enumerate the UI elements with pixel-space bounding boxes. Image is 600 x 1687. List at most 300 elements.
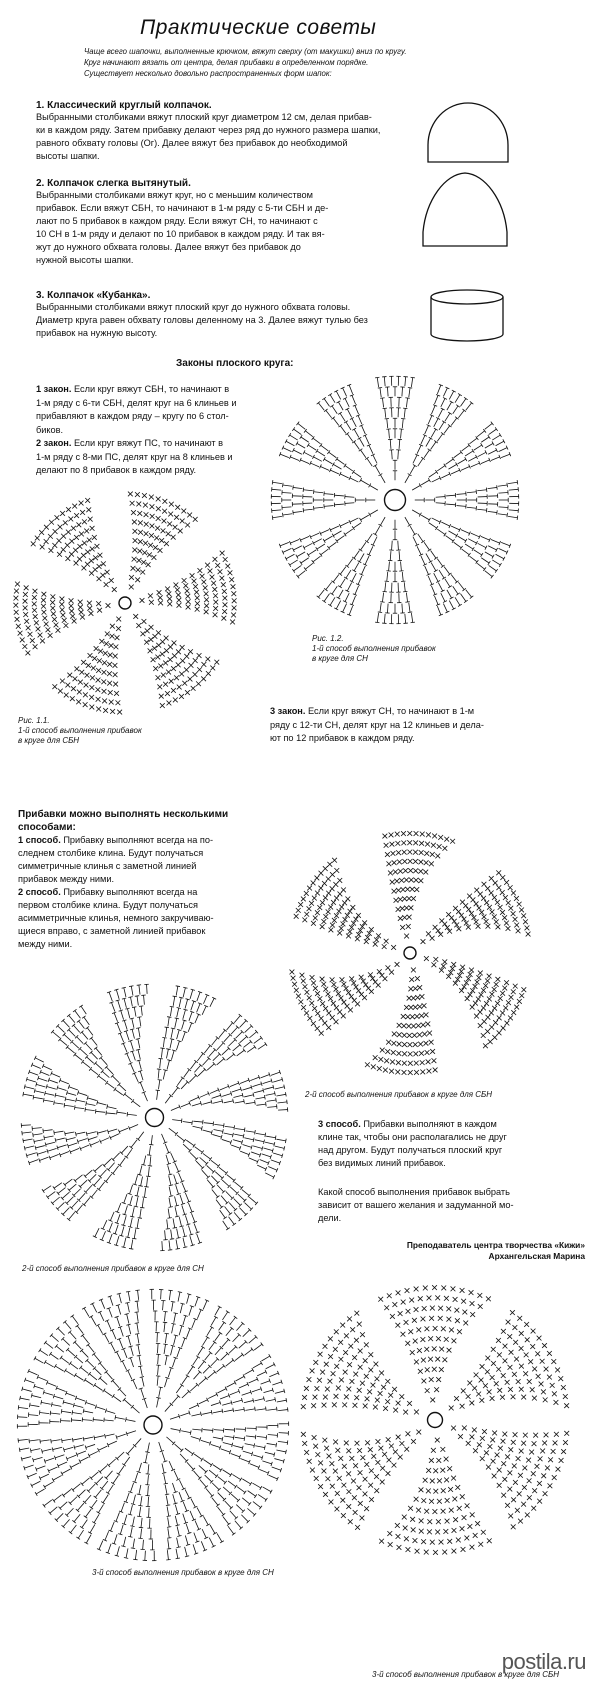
stitch-mark: [290, 457, 299, 461]
stitch-mark: [109, 1223, 113, 1232]
stitch-mark: [137, 996, 138, 1005]
stitch-mark: [23, 1092, 24, 1096]
stitch-mark: [283, 548, 292, 552]
form-text: [36, 301, 406, 340]
stitch-mark: [95, 1228, 99, 1237]
stitch-mark: [193, 1544, 196, 1553]
stitch-mark: [183, 1247, 187, 1248]
stitch-mark: [34, 1140, 43, 1142]
stitch-mark: [257, 1372, 266, 1376]
stitch-mark: [51, 1439, 52, 1443]
stitch-mark: [218, 1493, 225, 1500]
stitch-mark: [324, 494, 333, 495]
stitch-mark: [336, 391, 340, 399]
stitch-mark: [43, 1504, 46, 1508]
stitch-mark: [63, 1020, 70, 1027]
stitch-mark: [207, 1064, 214, 1070]
stitch-mark: [273, 1153, 282, 1156]
stitch-mark: [80, 1145, 89, 1149]
stitch-mark: [367, 534, 372, 542]
stitch-mark: [436, 503, 445, 504]
stitch-mark: [148, 1464, 149, 1474]
stitch-mark: [18, 1407, 28, 1408]
stitch-mark: [159, 1442, 162, 1451]
stitch-mark: [271, 1160, 280, 1163]
stitch-mark: [138, 1028, 140, 1037]
stitch-mark: [107, 1321, 111, 1330]
stitch-mark: [222, 1312, 227, 1320]
stitch-mark: [339, 424, 343, 427]
caption-line: 1-й способ выполнения прибавок: [18, 726, 142, 735]
stitch-mark: [57, 1202, 64, 1209]
stitch-mark: [203, 1516, 208, 1525]
stitch-mark: [121, 1503, 124, 1512]
stitch-mark: [183, 1502, 187, 1511]
stitch-mark: [61, 1358, 69, 1364]
stitch-mark: [60, 1151, 69, 1155]
stitch-mark: [222, 1403, 231, 1406]
stitch-mark: [69, 1362, 72, 1366]
stitch-mark: [404, 582, 405, 591]
stitch-mark: [149, 1144, 153, 1145]
stitch-mark: [91, 1500, 97, 1508]
stitch-mark: [293, 546, 301, 550]
stitch-mark: [266, 1407, 267, 1411]
stitch-mark: [217, 1366, 224, 1372]
stitch-mark: [255, 1399, 264, 1401]
stitch-mark: [40, 1474, 49, 1478]
stitch-mark: [45, 1482, 53, 1487]
stitch-mark: [76, 1398, 85, 1401]
stitch-mark: [176, 1513, 180, 1514]
stitch-mark: [489, 429, 497, 434]
stitch-mark: [63, 1489, 71, 1495]
stitch-mark: [247, 1047, 255, 1052]
stitch-mark: [221, 1354, 228, 1361]
stitch-mark: [402, 387, 403, 396]
stitch-mark: [222, 1180, 229, 1186]
stitch-mark: [266, 1364, 275, 1368]
stitch-mark: [193, 1121, 202, 1122]
stitch-mark: [201, 1458, 204, 1462]
stitch-mark: [148, 1486, 149, 1496]
stitch-mark: [122, 998, 126, 999]
stitch-mark: [50, 1507, 57, 1513]
stitch-mark: [183, 1316, 186, 1325]
stitch-mark: [412, 485, 420, 490]
stitch-mark: [160, 1048, 164, 1049]
stitch-mark: [437, 606, 441, 615]
stitch-mark: [75, 1375, 83, 1380]
stitch-mark: [136, 1028, 140, 1029]
stitch-mark: [319, 553, 322, 557]
stitch-mark: [84, 1411, 94, 1413]
stitch-mark: [280, 542, 289, 546]
stitch-mark: [128, 1370, 132, 1379]
stitch-mark: [108, 1441, 117, 1445]
stitch-mark: [488, 487, 497, 488]
text-line: 1-м ряду с 6-ти СБН, делят круг на 6 клиньев и: [36, 397, 237, 408]
stitch-mark: [66, 1393, 75, 1396]
intro-line: Чаще всего шапочки, выполненные крючком, вяжут сверху (от макушки) вниз по кругу.: [84, 47, 407, 56]
stitch-mark: [138, 1345, 140, 1355]
stitch-mark: [163, 1344, 167, 1345]
stitch-mark: [255, 1130, 256, 1134]
stitch-mark: [375, 377, 379, 378]
stitch-mark: [444, 426, 450, 434]
stitch-mark: [447, 402, 452, 410]
stitch-mark: [462, 549, 470, 555]
stitch-mark: [52, 1032, 59, 1038]
stitch-mark: [293, 450, 301, 454]
stitch-mark: [256, 1104, 265, 1105]
stitch-mark: [431, 442, 436, 450]
stitch-mark: [73, 1438, 83, 1440]
stitch-mark: [120, 1158, 126, 1166]
text-line: между ними.: [18, 939, 73, 949]
stitch-mark: [466, 590, 472, 597]
stitch-mark: [441, 593, 445, 601]
stitch-mark: [33, 1095, 34, 1099]
stitch-mark: [227, 1383, 236, 1387]
stitch-mark: [78, 1139, 87, 1142]
stitch-mark: [447, 590, 452, 598]
stitch-mark: [461, 530, 470, 534]
stitch-mark: [69, 1015, 75, 1022]
stitch-mark: [58, 1462, 67, 1466]
stitch-mark: [338, 586, 342, 588]
stitch-mark: [169, 1290, 170, 1300]
stitch-mark: [231, 1145, 240, 1148]
stitch-mark: [194, 1533, 197, 1542]
form-heading: 3. Колпачок «Кубанка».: [36, 290, 151, 301]
stitch-mark: [214, 1430, 224, 1431]
stitch-mark: [429, 523, 437, 528]
stitch-mark: [266, 1399, 276, 1401]
stitch-mark: [117, 1214, 120, 1223]
stitch-mark: [481, 558, 489, 563]
stitch-mark: [86, 1402, 95, 1405]
stitch-mark: [297, 552, 305, 557]
stitch-mark: [345, 593, 349, 601]
stitch-mark: [399, 439, 400, 448]
stitch-mark: [21, 1125, 31, 1126]
stitch-mark: [195, 1147, 203, 1153]
text-line: клине так, чтобы они располагались не друг: [318, 1132, 507, 1142]
stitch-mark: [249, 1158, 258, 1162]
stitch-mark: [133, 1495, 135, 1504]
stitch-mark: [92, 1522, 96, 1524]
stitch-mark: [305, 563, 312, 569]
stitch-mark: [54, 1495, 62, 1501]
stitch-mark: [169, 1198, 171, 1207]
stitch-mark: [171, 1345, 175, 1346]
stitch-mark: [76, 1100, 85, 1102]
stitch-mark: [175, 1207, 177, 1216]
stitch-mark: [236, 1376, 245, 1381]
stitch-mark: [324, 459, 332, 464]
stitch-mark: [214, 1129, 223, 1131]
stitch-mark: [230, 1473, 232, 1477]
stitch-mark: [367, 458, 372, 466]
stitch-mark: [272, 480, 273, 484]
stitch-mark: [135, 1438, 141, 1445]
stitch-mark: [304, 452, 312, 456]
stitch-mark: [265, 1142, 274, 1144]
stitch-mark: [290, 539, 299, 543]
stitch-mark: [102, 1071, 109, 1077]
stitch-mark: [437, 466, 445, 471]
text-line: дели.: [318, 1213, 342, 1223]
stitch-mark: [182, 1183, 186, 1192]
stitch-mark: [53, 1447, 62, 1449]
stitch-mark: [136, 1038, 140, 1039]
stitch-mark: [181, 1082, 187, 1089]
stitch-mark: [223, 1487, 230, 1493]
stitch-mark: [183, 1514, 186, 1523]
stitch-mark: [234, 1316, 237, 1319]
stitch-mark: [46, 1142, 55, 1144]
stitch-mark: [74, 1405, 83, 1407]
stitch-mark: [70, 1332, 76, 1339]
stitch-mark: [468, 539, 476, 543]
stitch-mark: [188, 1023, 191, 1032]
stitch-mark: [345, 565, 349, 568]
stitch-mark: [183, 988, 185, 997]
stitch-mark: [406, 593, 407, 602]
stitch-mark: [240, 1080, 249, 1084]
stitch-mark: [189, 1075, 196, 1082]
method-3-block: [318, 1118, 588, 1170]
stitch-mark: [157, 1343, 158, 1353]
stitch-mark: [282, 483, 283, 487]
stitch-mark: [262, 1461, 271, 1464]
stitch-mark: [213, 1341, 217, 1344]
stitch-mark: [131, 986, 133, 995]
stitch-mark: [44, 1500, 52, 1506]
stitch-mark: [131, 1548, 135, 1549]
stitch-mark: [165, 1334, 166, 1344]
stitch-mark: [34, 1089, 35, 1093]
stitch-mark: [209, 1050, 215, 1057]
stitch-mark: [369, 546, 373, 555]
stitch-mark: [431, 563, 436, 571]
stitch-mark: [145, 1551, 146, 1561]
stitch-mark: [131, 1140, 137, 1148]
stitch-mark: [30, 1448, 31, 1452]
stitch-mark: [225, 1429, 235, 1430]
stitch-mark: [176, 1237, 180, 1238]
stitch-mark: [144, 1156, 146, 1165]
stitch-mark: [331, 581, 335, 584]
stitch-mark: [35, 1058, 44, 1062]
stitch-mark: [197, 1508, 202, 1517]
stitch-mark: [94, 1368, 101, 1375]
stitch-mark: [84, 1017, 89, 1025]
stitch-mark: [172, 1396, 178, 1403]
stitch-mark: [249, 1337, 256, 1343]
stitch-mark: [194, 1454, 202, 1460]
stitch-mark: [50, 1154, 59, 1157]
stitch-mark: [478, 452, 486, 456]
stitch-mark: [222, 1321, 226, 1324]
stitch-mark: [124, 988, 126, 997]
stitch-mark: [263, 1397, 264, 1401]
text-line: равного обхвату головы (Ог). Далее вяжут без прибавок до необходимой: [36, 138, 348, 148]
text-line: Если круг вяжут СН, то начинают в 1-м: [305, 706, 475, 716]
stitch-mark: [228, 1526, 234, 1534]
stitch-mark: [39, 1348, 41, 1352]
stitch-mark: [104, 1180, 108, 1183]
stitch-mark: [111, 1482, 115, 1484]
stitch-mark: [124, 1238, 126, 1247]
stitch-mark: [195, 1521, 199, 1530]
stitch-mark: [177, 1527, 179, 1536]
stitch-mark: [460, 399, 465, 407]
stitch-mark: [90, 1506, 94, 1509]
stitch-mark: [68, 1143, 77, 1146]
diagram-method-3-sbn: [300, 1285, 570, 1555]
stitch-mark: [40, 1157, 49, 1160]
stitch-mark: [135, 1550, 136, 1560]
stitch-mark: [51, 1335, 58, 1341]
stitch-mark: [455, 581, 459, 584]
text-line: прибавляют в каждом ряду – кругу по 6 стол-: [36, 411, 229, 421]
stitch-mark: [314, 507, 323, 508]
stitch-mark: [288, 1407, 289, 1411]
stitch-mark: [287, 1100, 288, 1104]
stitch-mark: [131, 1346, 134, 1355]
stitch-mark: [94, 1178, 100, 1185]
stitch-mark: [203, 1130, 212, 1132]
stitch-mark: [141, 1177, 143, 1186]
stitch-mark: [138, 1050, 140, 1059]
stitch-mark: [352, 573, 356, 581]
stitch-mark: [119, 1389, 126, 1396]
stitch-mark: [89, 1174, 96, 1181]
stitch-mark: [49, 1467, 58, 1471]
stitch-mark: [465, 544, 473, 549]
stitch-mark: [169, 1461, 173, 1470]
stitch-mark: [76, 1132, 85, 1134]
stitch-mark: [211, 1176, 218, 1183]
stitch-mark: [32, 1065, 41, 1069]
stitch-mark: [326, 410, 332, 417]
stitch-mark: [126, 1324, 130, 1325]
stitch-mark: [54, 1103, 63, 1104]
stitch-mark: [113, 1396, 121, 1402]
stitch-mark: [387, 387, 388, 396]
stitch-mark: [198, 1069, 205, 1076]
stitch-mark: [485, 443, 493, 448]
stitch-mark: [255, 1435, 256, 1439]
stitch-mark: [216, 1200, 222, 1208]
stitch-mark: [97, 1511, 101, 1513]
stitch-mark: [127, 1053, 131, 1062]
stitch-mark: [82, 1478, 89, 1484]
form-elongated: [36, 178, 396, 267]
stitch-mark: [106, 1411, 115, 1414]
stitch-mark: [330, 395, 335, 403]
stitch-mark: [53, 1186, 56, 1190]
stitch-mark: [455, 597, 460, 605]
stitch-mark: [187, 1329, 190, 1338]
stitch-mark: [163, 1038, 164, 1047]
stitch-mark: [468, 553, 471, 557]
stitch-mark: [185, 1193, 189, 1202]
stitch-mark: [122, 1361, 126, 1370]
stitch-mark: [278, 1441, 288, 1442]
stitch-mark: [174, 1313, 178, 1314]
stitch-mark: [185, 1547, 187, 1556]
stitch-mark: [246, 1102, 255, 1103]
form-heading: 2. Колпачок слегка вытянутый.: [36, 178, 191, 189]
stitch-mark: [509, 489, 518, 490]
stitch-mark: [62, 1192, 69, 1198]
stitch-mark: [274, 1452, 275, 1456]
stitch-mark: [200, 1480, 206, 1487]
stitch-mark: [188, 1367, 193, 1375]
stitch-mark: [242, 1087, 251, 1090]
stitch-mark: [380, 388, 381, 397]
stitch-mark: [55, 1093, 56, 1097]
stitch-mark: [485, 552, 493, 557]
stitch-mark: [107, 1083, 115, 1089]
stitch-mark: [232, 1474, 240, 1479]
stitch-mark: [54, 1364, 56, 1368]
stitch-mark: [377, 378, 378, 387]
law-label: 1 закон.: [36, 384, 72, 394]
stitch-mark: [405, 377, 406, 386]
stitch-mark: [276, 1094, 285, 1096]
stitch-mark: [220, 1210, 225, 1218]
stitch-mark: [91, 1472, 98, 1478]
stitch-mark: [121, 1227, 124, 1236]
text-line: первом столбике клина. Будут получаться: [18, 900, 198, 910]
stitch-mark: [476, 436, 479, 440]
stitch-mark: [417, 546, 421, 555]
stitch-mark: [231, 1494, 238, 1500]
stitch-mark: [18, 1439, 28, 1440]
stitch-mark: [137, 1219, 138, 1228]
stitch-mark: [90, 1524, 95, 1532]
stitch-mark: [137, 1494, 141, 1495]
stitch-mark: [346, 422, 351, 430]
stitch-mark: [222, 1340, 228, 1347]
stitch-mark: [117, 1473, 121, 1476]
stitch-mark: [446, 504, 455, 505]
stitch-mark: [175, 1444, 182, 1450]
stitch-mark: [166, 1229, 170, 1230]
stitch-mark: [260, 1036, 263, 1040]
stitch-mark: [133, 1101, 141, 1107]
stitch-mark: [173, 996, 177, 997]
stitch-mark: [258, 1044, 266, 1049]
stitch-mark: [488, 435, 490, 439]
stitch-mark: [477, 490, 486, 491]
stitch-mark: [44, 1136, 45, 1140]
stitch-mark: [120, 1525, 123, 1534]
stitch-mark: [230, 1391, 239, 1395]
stitch-mark: [36, 1489, 44, 1494]
stitch-mark: [117, 1112, 126, 1113]
stitch-mark: [237, 1487, 245, 1493]
stitch-mark: [156, 1090, 160, 1091]
stitch-mark: [18, 1438, 19, 1442]
stitch-mark: [197, 1310, 201, 1319]
stitch-mark: [261, 1342, 264, 1346]
stitch-mark: [141, 1389, 144, 1398]
